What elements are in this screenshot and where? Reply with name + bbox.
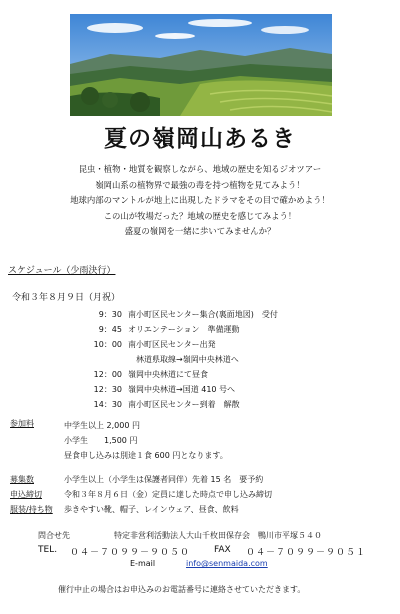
schedule-list: [66, 307, 278, 412]
footer-note: 催行中止の場合はお申込みのお電話番号に連絡させていただきます。: [58, 585, 306, 594]
intro-line: この山が牧場だった？地域の歴史を感じてみよう！: [103, 210, 297, 221]
schedule-text: 嶺岡中央林道にて昼食: [128, 370, 208, 379]
schedule-time: 9：30: [98, 310, 122, 319]
intro-line: 嶺岡山系の植物界で最強の毒を持つ植物を見てみよう！: [95, 179, 305, 190]
event-date: 令和３年８月９日（月祝）: [12, 293, 121, 303]
email-label: E-mail: [130, 559, 156, 568]
deadline-text: 令和３年８月６日（金）定員に達した時点で申し込み締切: [64, 490, 272, 499]
page-title: 夏の嶺岡山あるき: [104, 125, 296, 152]
schedule-row: [66, 397, 278, 412]
items-text: 歩きやすい靴、帽子、レインウェア、昼食、飲料: [64, 505, 239, 514]
intro-line: 盛夏の嶺岡を一緒に歩いてみませんか？: [124, 226, 276, 236]
schedule-text: 嶺岡中央林道→国道 410 号へ: [128, 385, 236, 394]
fee-line: 中学生以上 2,000 円: [64, 421, 140, 430]
schedule-text: 南小町区民センター集合(裏面地図) 受付: [128, 310, 278, 319]
fax-number: ０４－７０９９－９０５１: [246, 548, 367, 558]
schedule-time: 12：00: [93, 370, 122, 379]
schedule-text: オリエンテーション 準備運動: [128, 325, 240, 334]
fee-line: 小学生 1,500 円: [64, 436, 138, 445]
landscape-photo: [70, 14, 332, 116]
tel-number: ０４－７０９９－９０５０: [70, 548, 191, 558]
schedule-time: 9：45: [98, 325, 122, 334]
schedule-text: 林道県取線→嶺岡中央林道へ: [136, 355, 239, 364]
intro-line: 地球内部のマントルが地上に出現したドラマをその目で確かめよう！: [70, 195, 330, 205]
fee-details: [64, 418, 228, 463]
deadline-label: 申込締切: [10, 490, 42, 499]
schedule-row: [66, 322, 278, 337]
schedule-row: [66, 382, 278, 397]
schedule-row: [66, 352, 278, 367]
recruit-text: 小学生以上（小学生は保護者同伴）先着 15 名 要予約: [64, 475, 264, 484]
fax-label: FAX: [214, 545, 231, 555]
schedule-row: [66, 337, 278, 352]
email-link[interactable]: info@senmaida.com: [186, 559, 268, 568]
schedule-row: [66, 367, 278, 382]
tel-label: TEL.: [38, 545, 58, 555]
schedule-heading: スケジュール（少雨決行）: [8, 266, 116, 276]
schedule-time: 14：30: [93, 400, 122, 409]
contact-label: 問合せ先: [38, 531, 70, 540]
recruit-label: 募集数: [10, 475, 34, 484]
schedule-text: 南小町区民センター到着 解散: [128, 400, 240, 409]
schedule-time: 12：30: [93, 385, 122, 394]
intro-line: 昆虫・植物・地質を観察しながら、地域の歴史を知るジオツアー: [78, 164, 322, 174]
items-label: 服装/持ち物: [10, 505, 53, 514]
fee-label: 参加料: [10, 419, 34, 428]
schedule-row: [66, 307, 278, 322]
intro-text: [0, 162, 400, 240]
schedule-text: 南小町区民センター出発: [128, 340, 216, 349]
schedule-time: 10：00: [93, 340, 122, 349]
fee-line: 昼食申し込みは別途１食 600 円となります。: [64, 451, 228, 460]
contact-org: 特定非営利活動法人大山千枚田保存会 鴨川市平塚５４０: [114, 531, 322, 540]
